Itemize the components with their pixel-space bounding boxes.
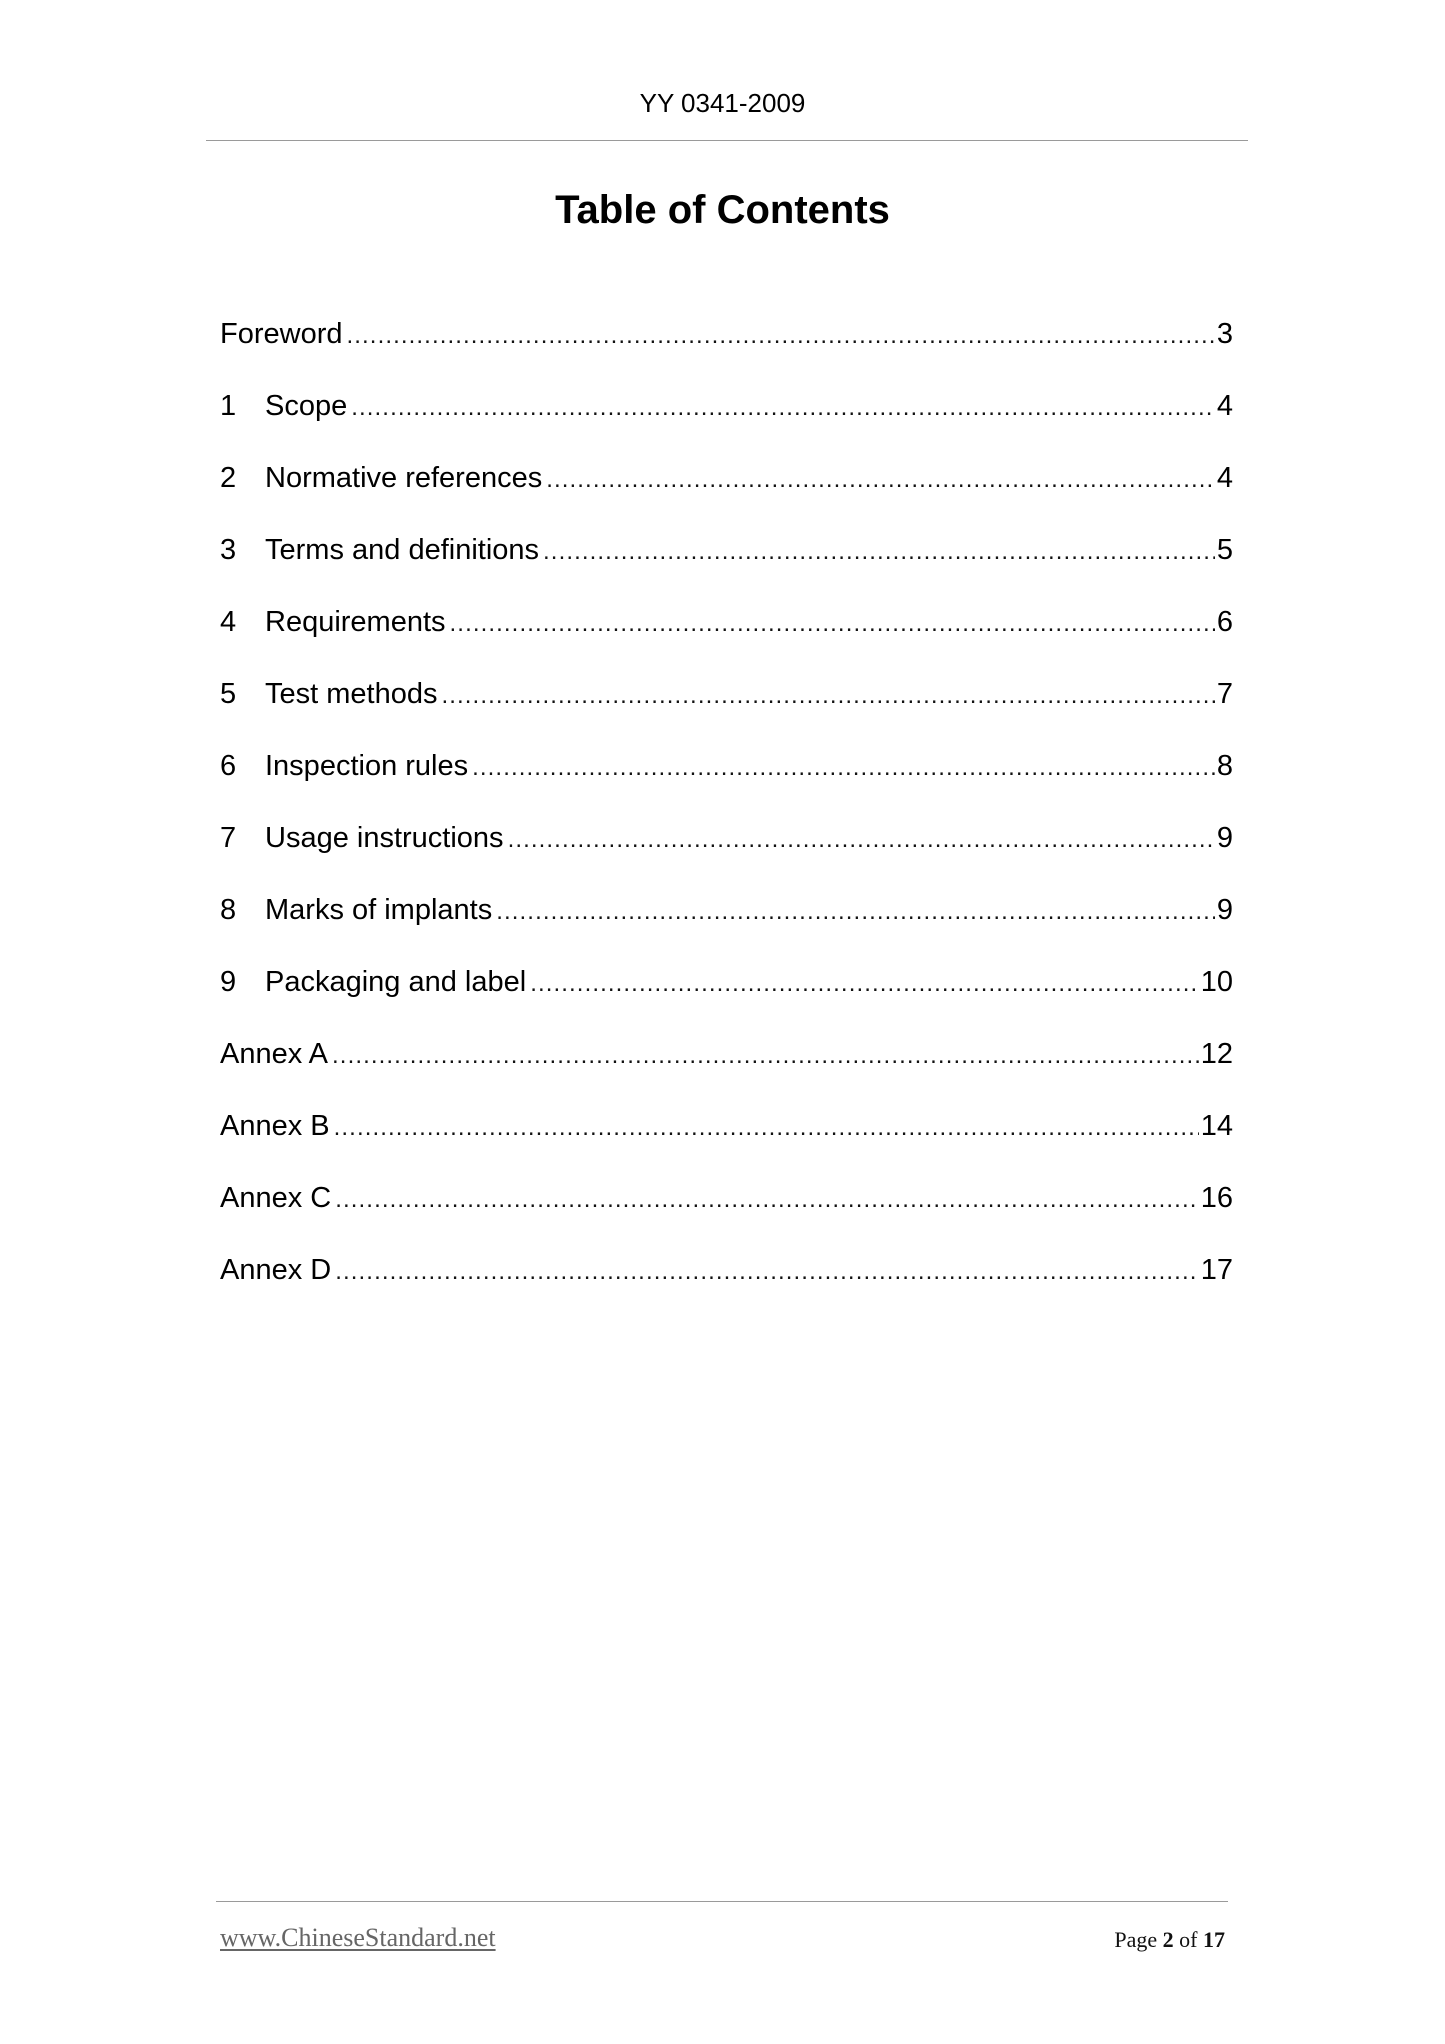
- toc-entry-packaging-and-label[interactable]: [220, 960, 1233, 1032]
- toc-entry-usage-instructions[interactable]: [220, 816, 1233, 888]
- toc-entry-test-methods[interactable]: [220, 672, 1233, 744]
- toc-section-number: 1: [220, 390, 237, 422]
- toc-label: Packaging and label: [265, 966, 527, 998]
- toc-page-number: 9: [1216, 822, 1233, 854]
- toc-label: Usage instructions: [265, 822, 504, 854]
- toc-label: Inspection rules: [265, 750, 469, 782]
- footer-page-indicator: [1114, 1927, 1225, 1953]
- toc-label: Normative references: [265, 462, 543, 494]
- toc-section-number: 6: [220, 750, 237, 782]
- page-total: 17: [1203, 1927, 1225, 1952]
- toc-page-number: 6: [1216, 606, 1233, 638]
- toc-label: Scope: [265, 390, 348, 422]
- toc-label: Terms and definitions: [265, 534, 540, 566]
- toc-leader-dots: [546, 458, 1215, 502]
- toc-page-number: 3: [1216, 318, 1233, 350]
- toc-leader-dots: [450, 602, 1215, 646]
- toc-leader-dots: [496, 890, 1215, 934]
- toc-page-number: 7: [1216, 678, 1233, 710]
- document-code: YY 0341-2009: [639, 88, 806, 118]
- toc-page-number: 5: [1216, 534, 1233, 566]
- toc-entry-marks-of-implants[interactable]: [220, 888, 1233, 960]
- toc-section-number: 5: [220, 678, 237, 710]
- toc-page-number: 10: [1200, 966, 1233, 998]
- toc-label: Annex C: [220, 1182, 332, 1214]
- toc-entry-annex-c[interactable]: [220, 1176, 1233, 1248]
- toc-section-number: 9: [220, 966, 237, 998]
- page-current: 2: [1162, 1927, 1174, 1952]
- toc-entry-foreword[interactable]: [220, 312, 1233, 384]
- toc-leader-dots: [508, 818, 1215, 862]
- toc-entry-scope[interactable]: [220, 384, 1233, 456]
- toc-leader-dots: [335, 1250, 1199, 1294]
- toc-section-number: 2: [220, 462, 237, 494]
- toc-label: Requirements: [265, 606, 446, 638]
- toc-section-number: 8: [220, 894, 237, 926]
- toc-entry-inspection-rules[interactable]: [220, 744, 1233, 816]
- toc-leader-dots: [335, 1178, 1199, 1222]
- toc-leader-dots: [543, 530, 1215, 574]
- page-prefix: Page: [1114, 1927, 1158, 1952]
- toc-leader-dots: [332, 1034, 1199, 1078]
- toc-leader-dots: [472, 746, 1215, 790]
- toc-entry-terms-and-definitions[interactable]: [220, 528, 1233, 600]
- toc-label: Marks of implants: [265, 894, 493, 926]
- toc-page-number: 16: [1200, 1182, 1233, 1214]
- toc-section-number: 4: [220, 606, 237, 638]
- toc-page-number: 4: [1216, 390, 1233, 422]
- footer-site-link[interactable]: www.ChineseStandard.net: [220, 1923, 496, 1952]
- toc-page-number: 9: [1216, 894, 1233, 926]
- toc-leader-dots: [347, 314, 1215, 358]
- toc-label: Annex B: [220, 1110, 330, 1142]
- toc-page-number: 14: [1200, 1110, 1233, 1142]
- header-divider: [206, 140, 1248, 141]
- toc-leader-dots: [351, 386, 1215, 430]
- toc-page-number: 17: [1200, 1254, 1233, 1286]
- toc-page-number: 12: [1200, 1038, 1233, 1070]
- toc-entry-annex-b[interactable]: [220, 1104, 1233, 1176]
- toc-section-number: 3: [220, 534, 237, 566]
- footer-divider: [216, 1901, 1228, 1902]
- page-title: Table of Contents: [555, 188, 890, 232]
- toc-leader-dots: [334, 1106, 1199, 1150]
- toc-list: [220, 312, 1233, 1320]
- toc-page-number: 8: [1216, 750, 1233, 782]
- toc-entry-annex-a[interactable]: [220, 1032, 1233, 1104]
- toc-page-number: 4: [1216, 462, 1233, 494]
- page-of: of: [1179, 1927, 1198, 1952]
- toc-label: Foreword: [220, 318, 343, 350]
- toc-entry-annex-d[interactable]: [220, 1248, 1233, 1320]
- toc-entry-normative-references[interactable]: [220, 456, 1233, 528]
- toc-section-number: 7: [220, 822, 237, 854]
- toc-leader-dots: [530, 962, 1199, 1006]
- toc-label: Annex A: [220, 1038, 329, 1070]
- toc-label: Annex D: [220, 1254, 332, 1286]
- toc-entry-requirements[interactable]: [220, 600, 1233, 672]
- toc-leader-dots: [441, 674, 1214, 718]
- toc-label: Test methods: [265, 678, 438, 710]
